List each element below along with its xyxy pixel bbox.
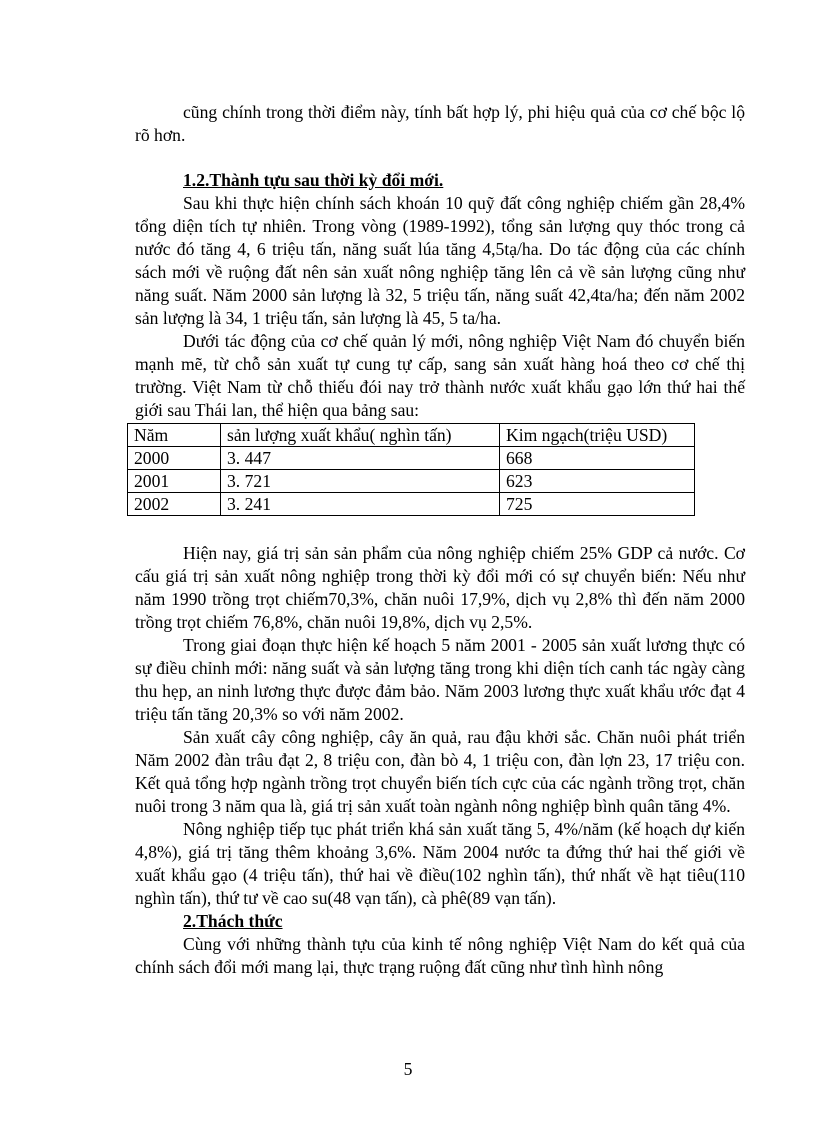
table-cell-year: 2000 bbox=[128, 447, 221, 470]
table-cell-value: 623 bbox=[500, 470, 695, 493]
table-header-cell: sản lượng xuất khẩu( nghìn tấn) bbox=[221, 424, 500, 447]
paragraph-intro: cũng chính trong thời điểm này, tính bất hợp lý, phi hiệu quả của cơ chế bộc lộ rõ hơn. bbox=[135, 102, 745, 145]
table-spacer bbox=[135, 516, 745, 542]
paragraph-gdp-share: Hiện nay, giá trị sản sản phẩm của nông nghiệp chiếm 25% GDP cả nước. Cơ cấu giá trị sản xuất nông nghiệp trong thời kỳ đổi mới có sự chuyển biến: Nếu như năm 1990 trồng trọt chiếm70,3%, chăn nuôi 17,9%, dịch vụ 2,8% thì đến năm 2000 trồng trọt chiếm 76,8%, chăn nuôi 19,8%, dịch vụ 2,5%. bbox=[135, 543, 745, 632]
page-number: 5 bbox=[403, 1059, 413, 1079]
table-header-row bbox=[128, 424, 695, 447]
table-header-cell: Năm bbox=[128, 424, 221, 447]
table-row bbox=[128, 470, 695, 493]
paragraph-livestock: Sản xuất cây công nghiệp, cây ăn quả, rau đậu khởi sắc. Chăn nuôi phát triển Năm 2002 đàn trâu đạt 2, 8 triệu con, đàn bò 4, 1 triệu con, đàn lợn 23, 17 triệu con. Kết quả tổng hợp ngành trồng trọt chuyển biến tích cực của các ngành trồng trọt, chăn nuôi trong 3 năm qua là, giá trị sản xuất toàn ngành nông nghiệp bình quân tăng 4%. bbox=[135, 727, 745, 816]
table-header-cell: Kim ngạch(triệu USD) bbox=[500, 424, 695, 447]
rice-export-table bbox=[127, 423, 695, 516]
section-heading-achievements: 1.2.Thành tựu sau thời kỳ đổi mới. bbox=[183, 170, 444, 190]
table-cell-volume: 3. 447 bbox=[221, 447, 500, 470]
table-cell-volume: 3. 721 bbox=[221, 470, 500, 493]
table-row bbox=[128, 447, 695, 470]
paragraph-market-transition: Dưới tác động của cơ chế quản lý mới, nông nghiệp Việt Nam đó chuyển biến mạnh mẽ, từ chỗ sản xuất tự cung tự cấp, sang sản xuất hàng hoá theo cơ chế thị trường. Việt Nam từ chỗ thiếu đói nay trở thành nước xuất khẩu gạo lớn thứ hai thế giới sau Thái lan, thể hiện qua bảng sau: bbox=[135, 331, 745, 420]
section-heading-challenges: 2.Thách thức bbox=[183, 911, 283, 931]
paragraph-land-policy: Sau khi thực hiện chính sách khoán 10 quỹ đất công nghiệp chiếm gần 28,4% tổng diện tích tự nhiên. Trong vòng (1989-1992), tổng sản lượng quy thóc trong cả nước đó tăng 4, 6 triệu tấn, năng suất lúa tăng 4,5tạ/ha. Do tác động của các chính sách mới về ruộng đất nên sản xuất nông nghiệp tăng lên cả về sản lượng cũng như năng suất. Năm 2000 sản lượng là 32, 5 triệu tấn, năng suất 42,4ta/ha; đến năm 2002 sản lượng là 34, 1 triệu tấn, sản lượng là 45, 5 ta/ha. bbox=[135, 193, 745, 328]
page-content bbox=[135, 101, 745, 979]
paragraph-growth-exports: Nông nghiệp tiếp tục phát triển khá sản xuất tăng 5, 4%/năm (kế hoạch dự kiến 4,8%), giá trị tăng thêm khoảng 3,6%. Năm 2004 nước ta đứng thứ hai thế giới về xuất khẩu gạo (4 triệu tấn), thứ hai về điều(102 nghìn tấn), thứ nhất về hạt tiêu(110 nghìn tấn), thứ tư về cao su(48 vạn tấn), cà phê(89 vạn tấn). bbox=[135, 819, 745, 908]
table-cell-year: 2001 bbox=[128, 470, 221, 493]
table-cell-year: 2002 bbox=[128, 493, 221, 516]
table-cell-volume: 3. 241 bbox=[221, 493, 500, 516]
paragraph-five-year-plan: Trong giai đoạn thực hiện kế hoạch 5 năm 2001 - 2005 sản xuất lương thực có sự điều chỉnh mới: năng suất và sản lượng tăng trong khi diện tích canh tác ngày càng thu hẹp, an ninh lương thực được đảm bảo. Năm 2003 lương thực xuất khẩu ước đạt 4 triệu tấn tăng 20,3% so với năm 2002. bbox=[135, 635, 745, 724]
table-cell-value: 668 bbox=[500, 447, 695, 470]
paragraph-challenges: Cùng với những thành tựu của kinh tế nông nghiệp Việt Nam do kết quả của chính sách đổi mới mang lại, thực trạng ruộng đất cũng như tình hình nông bbox=[135, 934, 745, 977]
table-row bbox=[128, 493, 695, 516]
table-cell-value: 725 bbox=[500, 493, 695, 516]
